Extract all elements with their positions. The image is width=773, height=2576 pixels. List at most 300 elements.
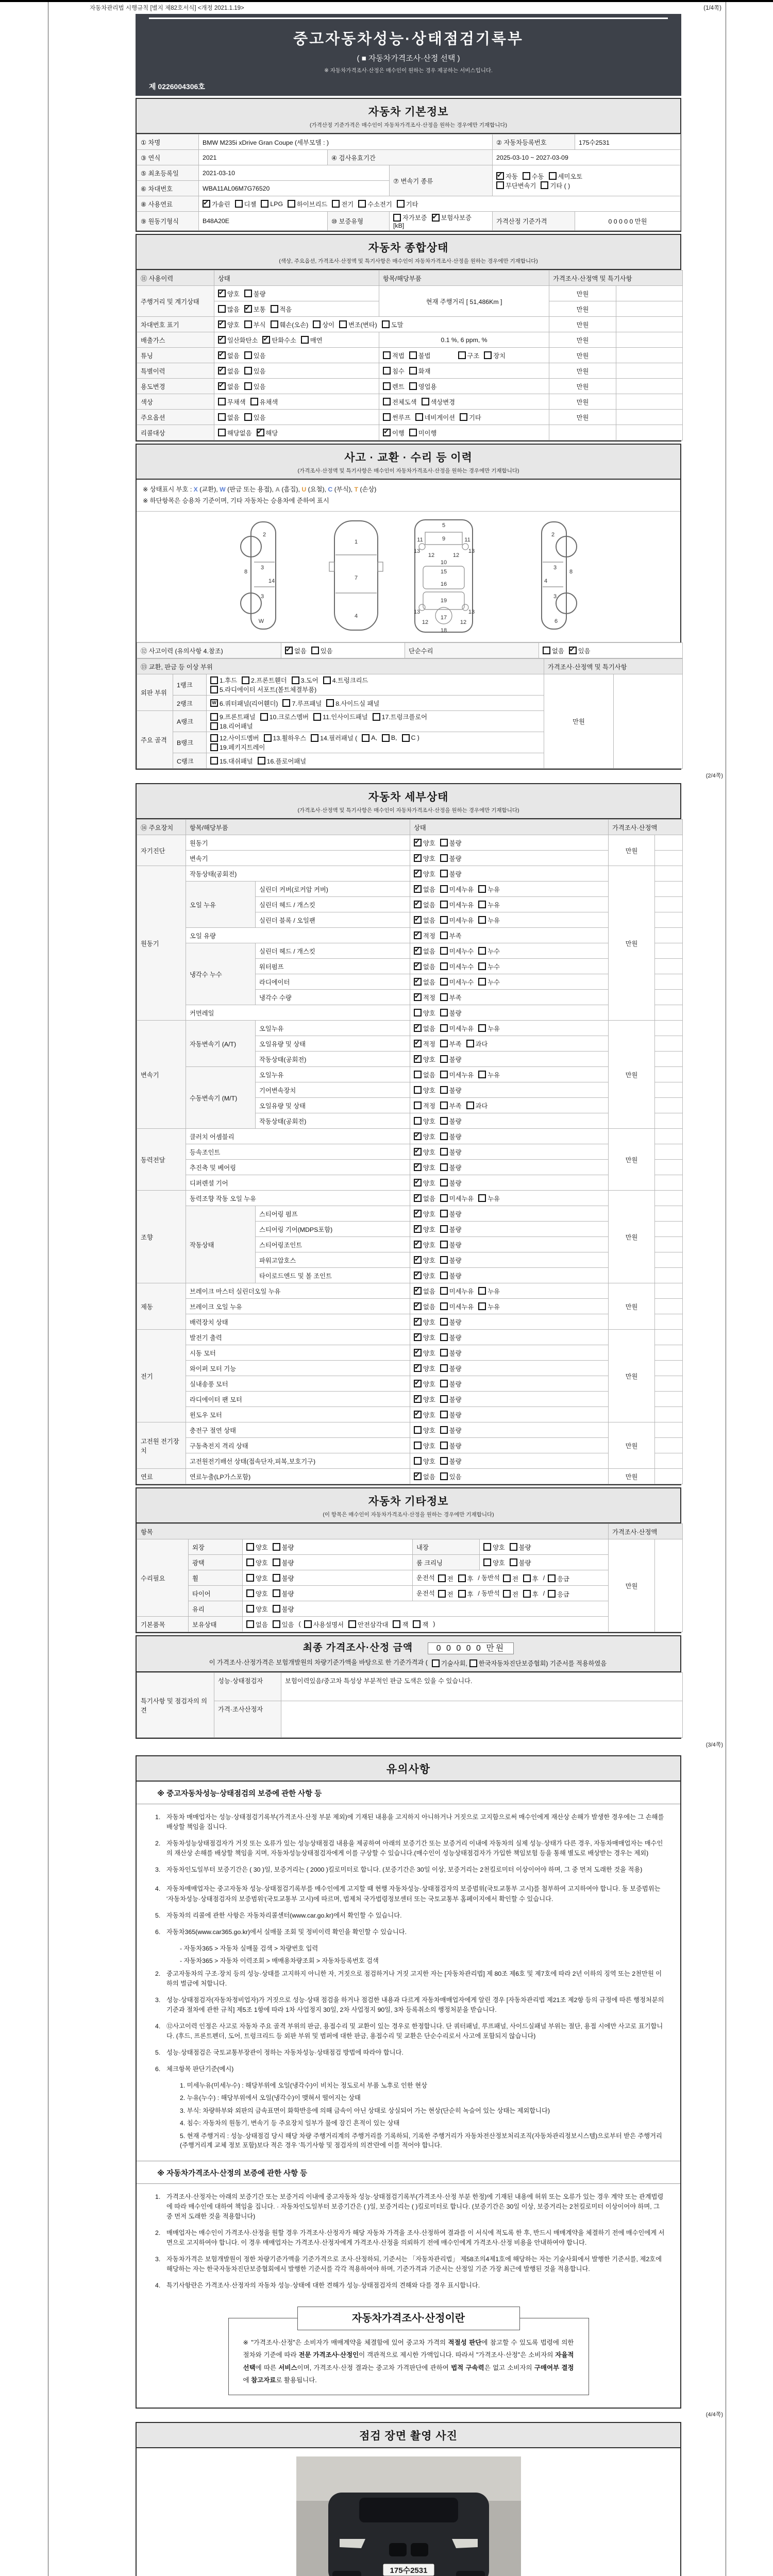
cell: [655, 1036, 683, 1052]
checkbox[interactable]: [246, 1620, 254, 1628]
checkbox[interactable]: [438, 1590, 446, 1598]
checkbox[interactable]: [414, 1132, 422, 1140]
checkbox[interactable]: [242, 676, 249, 684]
checkbox[interactable]: [414, 1302, 422, 1310]
checkbox[interactable]: [339, 320, 347, 328]
checks-cell: [379, 394, 549, 410]
checkbox[interactable]: [483, 1558, 491, 1566]
checkbox[interactable]: [548, 1590, 556, 1598]
checkbox[interactable]: [496, 172, 504, 180]
checkbox-label: 양호: [493, 1559, 505, 1567]
checkbox[interactable]: [414, 1364, 422, 1372]
checkbox[interactable]: [301, 336, 309, 344]
checkbox[interactable]: [440, 1472, 448, 1480]
checkbox[interactable]: [218, 336, 226, 344]
checkbox[interactable]: [510, 1558, 517, 1566]
checkbox[interactable]: [383, 429, 391, 436]
cell: 디퍼렌셜 기어: [186, 1175, 410, 1191]
checkbox[interactable]: [414, 1380, 422, 1387]
checkbox[interactable]: [323, 676, 331, 684]
checkbox[interactable]: [326, 699, 334, 707]
checkbox[interactable]: [414, 993, 422, 1001]
checkbox[interactable]: [261, 200, 268, 208]
checkbox[interactable]: [218, 351, 226, 359]
checkbox[interactable]: [246, 1558, 254, 1566]
checkbox[interactable]: [210, 722, 218, 730]
checkbox[interactable]: [273, 1574, 280, 1582]
checkbox[interactable]: [414, 1101, 422, 1109]
checkbox[interactable]: [414, 901, 422, 908]
checkbox[interactable]: [244, 382, 252, 390]
table-row: [137, 1524, 683, 1539]
checkbox[interactable]: [414, 1472, 422, 1480]
checkbox[interactable]: [440, 1210, 448, 1217]
checkbox[interactable]: [440, 962, 448, 970]
table-row: [137, 674, 683, 696]
checkbox[interactable]: [393, 1620, 400, 1628]
notice-number: 2.: [155, 2229, 161, 2236]
checkbox[interactable]: [458, 1574, 466, 1582]
checkbox[interactable]: [210, 676, 218, 684]
checkbox[interactable]: [440, 1333, 448, 1341]
checkbox[interactable]: [440, 1457, 448, 1465]
checkbox[interactable]: [440, 1318, 448, 1326]
checkbox[interactable]: [414, 1071, 422, 1078]
checkbox-label: 있음: [281, 1621, 294, 1629]
checkbox[interactable]: [440, 1256, 448, 1264]
section-detail-state: [136, 783, 681, 1485]
document-sheet: [136, 14, 723, 2576]
checkbox[interactable]: [383, 367, 391, 375]
checkbox[interactable]: [203, 200, 210, 208]
checkbox[interactable]: [246, 1543, 254, 1551]
checkbox-item: [549, 172, 583, 181]
checkbox-item: [414, 1070, 435, 1079]
checkbox[interactable]: [543, 647, 550, 654]
checkbox[interactable]: [273, 1558, 280, 1566]
checkbox[interactable]: [478, 1302, 486, 1310]
checks-cell: [410, 1175, 609, 1191]
checkbox[interactable]: [478, 916, 486, 924]
checkbox[interactable]: [218, 413, 226, 421]
checks-cell: [410, 1268, 609, 1283]
checkbox[interactable]: [414, 1086, 422, 1094]
checkbox-label: 많음: [227, 306, 240, 313]
notice-text: 특기사항란은 가격조사·산정자의 자동차 성능·상태에 대한 견해가 성능·상태점검자의 견해와 다를 경우 표시합니다.: [166, 2281, 480, 2289]
checkbox[interactable]: [244, 290, 252, 297]
checkbox-item: [218, 382, 240, 391]
checkbox[interactable]: [414, 1225, 422, 1233]
checkbox-item: [440, 1086, 462, 1095]
cell: [655, 1422, 683, 1438]
section-subtitle: (색상, 주요옵션, 가격조사·산정액 및 특기사항은 매수인이 자동차가격조사·산정을 원하는 경우에만 기재합니다): [279, 258, 538, 264]
checkbox[interactable]: [478, 1287, 486, 1295]
checkbox-label: 구조: [467, 352, 480, 360]
checkbox[interactable]: [478, 1024, 486, 1032]
checkbox[interactable]: [414, 1442, 422, 1449]
checkbox[interactable]: [440, 885, 448, 893]
checkbox-item: [218, 366, 240, 376]
diagram-label: 17: [440, 615, 447, 621]
checkbox-label: 수동: [531, 173, 544, 180]
checkbox[interactable]: [440, 1117, 448, 1125]
cell: 스티어링조인트: [256, 1237, 410, 1252]
checkbox[interactable]: [438, 1574, 446, 1582]
checkbox[interactable]: [383, 398, 391, 405]
checkbox[interactable]: [440, 1225, 448, 1233]
checkbox[interactable]: [469, 1659, 477, 1667]
checkbox[interactable]: [210, 757, 218, 765]
checkbox[interactable]: [373, 713, 380, 721]
checkbox[interactable]: [332, 200, 340, 208]
checkbox[interactable]: [414, 962, 422, 970]
checkbox[interactable]: [414, 839, 422, 846]
checkbox[interactable]: [414, 1395, 422, 1403]
header-divider: [149, 18, 668, 19]
checkbox[interactable]: [510, 1543, 517, 1551]
notice-text: 자동차 매매업자는 성능·상태점검기록부(가격조사·산정 부분 제외)에 기재된 내용을 고지하지 아니하거나 거짓으로 고지함으로써 매수인에게 재산상 손해가 발생한 경우에는 그 손해를 배상할 책임을 집니다.: [166, 1814, 664, 1831]
label-cell: 성능·상태점검자: [214, 1673, 281, 1701]
checkbox-item: [414, 1147, 435, 1157]
checkbox[interactable]: [440, 839, 448, 846]
checkbox[interactable]: [258, 757, 265, 765]
checkbox[interactable]: [264, 734, 272, 742]
checkbox[interactable]: [549, 172, 557, 180]
checkbox-item: [414, 869, 435, 878]
checkbox[interactable]: [523, 1574, 531, 1582]
checkbox[interactable]: [244, 320, 252, 328]
checkbox-label: 양호: [423, 1210, 435, 1218]
cell: [655, 1237, 683, 1252]
checkbox-item: [244, 351, 266, 360]
checkbox[interactable]: [414, 1024, 422, 1032]
checkbox[interactable]: [414, 1117, 422, 1125]
checkbox[interactable]: [478, 901, 486, 908]
checkbox[interactable]: [440, 916, 448, 924]
checkbox[interactable]: [496, 181, 504, 189]
checkbox[interactable]: [414, 1163, 422, 1171]
checkbox[interactable]: [440, 1241, 448, 1248]
state-code-letter: X: [193, 486, 198, 493]
checkbox-item: [414, 1178, 435, 1188]
checkbox[interactable]: [414, 1426, 422, 1434]
checkbox[interactable]: [440, 1349, 448, 1357]
checkbox[interactable]: [244, 367, 252, 375]
checkbox[interactable]: [478, 1071, 486, 1078]
checkbox[interactable]: [466, 1040, 474, 1047]
checkbox[interactable]: [440, 978, 448, 986]
checkbox[interactable]: [466, 1101, 474, 1109]
checkbox[interactable]: [218, 320, 226, 328]
checks-cell: [243, 1555, 413, 1570]
checkbox[interactable]: [414, 916, 422, 924]
checkbox[interactable]: [304, 1620, 312, 1628]
table-row: [137, 851, 683, 866]
checkbox[interactable]: [382, 734, 390, 742]
checkbox[interactable]: [440, 1272, 448, 1279]
checkbox[interactable]: W: [210, 699, 218, 707]
checkbox[interactable]: [415, 413, 423, 421]
checkbox-label: 양호: [227, 290, 240, 298]
checkbox[interactable]: [210, 713, 218, 721]
checkbox[interactable]: [414, 1318, 422, 1326]
checkbox[interactable]: [383, 413, 391, 421]
checkbox[interactable]: [282, 699, 290, 707]
checkbox[interactable]: [460, 413, 467, 421]
label-cell: ⑤ 최초등록일: [137, 165, 199, 181]
diagram-label: 11: [464, 537, 470, 544]
checkbox-label: 불량: [449, 1087, 462, 1094]
diagram-label: 4: [544, 578, 547, 585]
checkbox[interactable]: [348, 1620, 356, 1628]
checkbox[interactable]: [541, 181, 548, 189]
checkbox-item: [414, 1286, 435, 1296]
notice-sub: - 자동차365 > 자동차 이력조회 > 매매용차량조회 > 자동차등록번호 검색: [180, 1957, 379, 1965]
label-cell: 자동변속기 (A/T): [186, 1021, 256, 1067]
checkbox[interactable]: [397, 200, 405, 208]
checkbox[interactable]: [414, 1055, 422, 1063]
checkbox[interactable]: [292, 676, 299, 684]
checkbox[interactable]: [569, 647, 577, 654]
checkbox[interactable]: [273, 1543, 280, 1551]
diagram-label: 13: [468, 609, 475, 616]
checkbox[interactable]: [478, 962, 486, 970]
checkbox[interactable]: [414, 1009, 422, 1016]
header-cell: 가격조사·산정액 및 특기사항: [544, 659, 683, 674]
checkbox[interactable]: [440, 1380, 448, 1387]
checkbox[interactable]: [235, 200, 243, 208]
checkbox[interactable]: [503, 1574, 511, 1582]
notice-text: 자동차매매업자는 중고자동차 성능·상태점검기록부를 매수인에게 고지할 때 현행 자동차성능·상태점검자의 보증범위(국토교통부 고시)를 첨부하여 고지하여야 합니다. 동 보증범위는 '자동차성능·상태점검자의 보증범위'(국토교통부 고시)에 따르며, 법제처 국가법령정보센터 또는 국토교통부 홈페이지에서 확인할 수 있습니다.: [166, 1885, 661, 1903]
checkbox-item: [541, 181, 570, 190]
checkbox[interactable]: [414, 1210, 422, 1217]
checkbox[interactable]: [383, 382, 391, 390]
notice-text: 자동차성능상태점검자가 거짓 또는 오류가 있는 성능상태점검 내용을 제공하여 아래의 보증기간 또는 보증거리 이내에 자동차의 실제 성능·상태가 다른 경우, 자동차매매업자는 매수인의 재산상 손해를 배상할 책임을 지며, 자동차성능상태점검자에게 이를 구상할 수 있습니다.(매수인이 성능상태점검자가 가입한 책임보험 등을 통해 별도로 배상받는 경우는 제외): [166, 1840, 663, 1857]
basic-info-table: [137, 134, 681, 231]
panel-rank-table-host: [137, 658, 680, 769]
table-row: [137, 1539, 683, 1555]
checkbox[interactable]: [478, 885, 486, 893]
checkbox[interactable]: [285, 647, 293, 654]
checkbox[interactable]: [440, 1395, 448, 1403]
checkbox[interactable]: [414, 1349, 422, 1357]
checkbox[interactable]: [262, 336, 270, 344]
checkbox[interactable]: [414, 1272, 422, 1279]
checkbox[interactable]: [393, 214, 401, 222]
checkbox-label: 변조(변타): [348, 321, 377, 329]
checkbox-item: [244, 366, 266, 376]
checkbox[interactable]: [414, 931, 422, 939]
cell: 만원: [609, 1469, 655, 1484]
checkbox[interactable]: [414, 1457, 422, 1465]
table-row: [137, 1345, 683, 1361]
checkbox[interactable]: [218, 290, 226, 297]
checkbox[interactable]: [478, 947, 486, 955]
checkbox[interactable]: [271, 320, 278, 328]
checkbox[interactable]: [382, 320, 390, 328]
checkbox[interactable]: [440, 1302, 448, 1310]
checkbox[interactable]: [414, 870, 422, 877]
checkbox[interactable]: [414, 1333, 422, 1341]
checkbox[interactable]: [440, 1148, 448, 1156]
checkbox[interactable]: [523, 172, 530, 180]
checkbox[interactable]: [358, 200, 366, 208]
checkbox[interactable]: [273, 1589, 280, 1597]
checkbox[interactable]: [246, 1589, 254, 1597]
cell: [655, 1098, 683, 1113]
checkbox[interactable]: [414, 1241, 422, 1248]
cell: 만원: [549, 332, 616, 348]
checkbox[interactable]: [414, 978, 422, 986]
checkbox[interactable]: [440, 1411, 448, 1418]
checkbox[interactable]: [413, 1620, 421, 1628]
checkbox[interactable]: [409, 351, 417, 359]
checkbox[interactable]: [218, 429, 226, 436]
checkbox[interactable]: [414, 1194, 422, 1202]
checkbox[interactable]: [440, 1364, 448, 1372]
checkbox-item: [246, 1573, 268, 1583]
checkbox[interactable]: [273, 1620, 280, 1628]
checkbox[interactable]: [523, 1590, 531, 1598]
checkbox-item: [478, 946, 500, 956]
checkbox[interactable]: [483, 1543, 491, 1551]
checkbox[interactable]: [311, 647, 319, 654]
checkbox[interactable]: [440, 1009, 448, 1016]
checkbox[interactable]: [218, 367, 226, 375]
checkbox[interactable]: [244, 351, 252, 359]
table-row: [137, 1422, 683, 1438]
checkbox[interactable]: [548, 1574, 556, 1582]
checkbox[interactable]: [414, 854, 422, 862]
notice-list-2: [137, 2184, 680, 2304]
checkbox[interactable]: [414, 1287, 422, 1295]
checkbox[interactable]: [313, 320, 321, 328]
checkbox[interactable]: [440, 1024, 448, 1032]
checkbox[interactable]: [218, 305, 226, 313]
checkbox[interactable]: [484, 351, 492, 359]
checkbox[interactable]: [362, 734, 369, 742]
checkbox[interactable]: [414, 1179, 422, 1187]
checkbox[interactable]: [440, 1287, 448, 1295]
checkbox[interactable]: [244, 413, 252, 421]
checkbox[interactable]: [273, 1605, 280, 1613]
checkbox[interactable]: [244, 305, 252, 313]
checkbox[interactable]: [402, 734, 410, 742]
checkbox[interactable]: [288, 200, 295, 208]
checkbox-label: 17.트렁크플로어: [381, 714, 427, 721]
checkbox[interactable]: [440, 1101, 448, 1109]
checkbox[interactable]: [409, 382, 417, 390]
cell: 2021: [199, 150, 328, 165]
header-cell: 항목/해당부품: [379, 270, 549, 286]
checkbox[interactable]: [414, 947, 422, 955]
checkbox[interactable]: [246, 1574, 254, 1582]
section-title: 자동차 종합상태: [368, 242, 449, 254]
checkbox[interactable]: [440, 1442, 448, 1449]
checkbox[interactable]: [311, 734, 318, 742]
checkbox[interactable]: [414, 1411, 422, 1418]
checkbox[interactable]: [440, 1132, 448, 1140]
checks-cell: [410, 1129, 609, 1144]
checkbox[interactable]: [257, 429, 264, 436]
checkbox-label: 누유: [488, 1195, 500, 1202]
diagram-label: 19: [440, 598, 447, 604]
cell: [655, 1129, 683, 1144]
checkbox[interactable]: [432, 1659, 440, 1667]
checkbox[interactable]: [383, 351, 391, 359]
label-cell: 동력전달: [137, 1129, 186, 1191]
checkbox[interactable]: [440, 1163, 448, 1171]
checkbox-item: [523, 1574, 539, 1583]
cell: [655, 928, 683, 943]
checkbox[interactable]: [218, 382, 226, 390]
checkbox-label: 없음: [294, 647, 307, 655]
checkbox[interactable]: [440, 931, 448, 939]
notice-number: 1.: [155, 2193, 161, 2200]
checkbox[interactable]: [458, 351, 466, 359]
checkbox[interactable]: [440, 1055, 448, 1063]
checkbox[interactable]: [409, 367, 417, 375]
checkbox[interactable]: [440, 947, 448, 955]
checkbox[interactable]: [210, 743, 218, 751]
checkbox[interactable]: [440, 1071, 448, 1078]
checkbox-item: [483, 1558, 505, 1567]
checkbox[interactable]: [440, 854, 448, 862]
checkbox[interactable]: [246, 1605, 254, 1613]
checkbox[interactable]: [440, 870, 448, 877]
checkbox[interactable]: [440, 1040, 448, 1047]
checkbox[interactable]: [210, 686, 218, 693]
checkbox[interactable]: [313, 713, 321, 721]
diagram-label: 13: [413, 609, 420, 616]
checkbox-label: 수소전기: [367, 200, 392, 208]
checkbox-label: 9.프론트패널: [220, 714, 256, 721]
checkbox[interactable]: [414, 1040, 422, 1047]
checkbox[interactable]: [409, 429, 417, 436]
checkbox[interactable]: [440, 1086, 448, 1094]
checkbox[interactable]: [271, 305, 278, 313]
checkbox[interactable]: [478, 978, 486, 986]
checkbox[interactable]: [440, 1194, 448, 1202]
checkbox[interactable]: [440, 1426, 448, 1434]
check-group-text: / 동반석: [478, 1574, 500, 1582]
checks-cell: [410, 1422, 609, 1438]
cell: [655, 1345, 683, 1361]
section-subtitle: (가격조사·산정액 및 특기사항은 매수인이 자동차가격조사·산정을 원하는 경우에만 기재합니다): [297, 468, 519, 474]
checks-cell: [410, 1160, 609, 1175]
checkbox[interactable]: [250, 398, 258, 405]
checkbox[interactable]: [414, 1256, 422, 1264]
checkbox[interactable]: [478, 1194, 486, 1202]
checkbox[interactable]: [440, 993, 448, 1001]
checkbox[interactable]: [210, 734, 218, 742]
cell: [655, 1438, 683, 1453]
checkbox[interactable]: [503, 1590, 511, 1598]
label-cell: 특기사항 및 점검자의 의견: [137, 1673, 214, 1738]
checkbox[interactable]: [260, 713, 268, 721]
checkbox[interactable]: [458, 1590, 466, 1598]
checkbox-label: 양호: [256, 1544, 268, 1551]
checkbox[interactable]: [432, 214, 440, 222]
checkbox[interactable]: [440, 1179, 448, 1187]
checkbox[interactable]: [414, 1148, 422, 1156]
checkbox[interactable]: [440, 901, 448, 908]
checkbox[interactable]: [422, 398, 429, 405]
notice-number: 4.: [155, 2022, 161, 2030]
checkbox[interactable]: [218, 398, 226, 405]
checkbox[interactable]: [414, 885, 422, 893]
table-row: [137, 1392, 683, 1407]
